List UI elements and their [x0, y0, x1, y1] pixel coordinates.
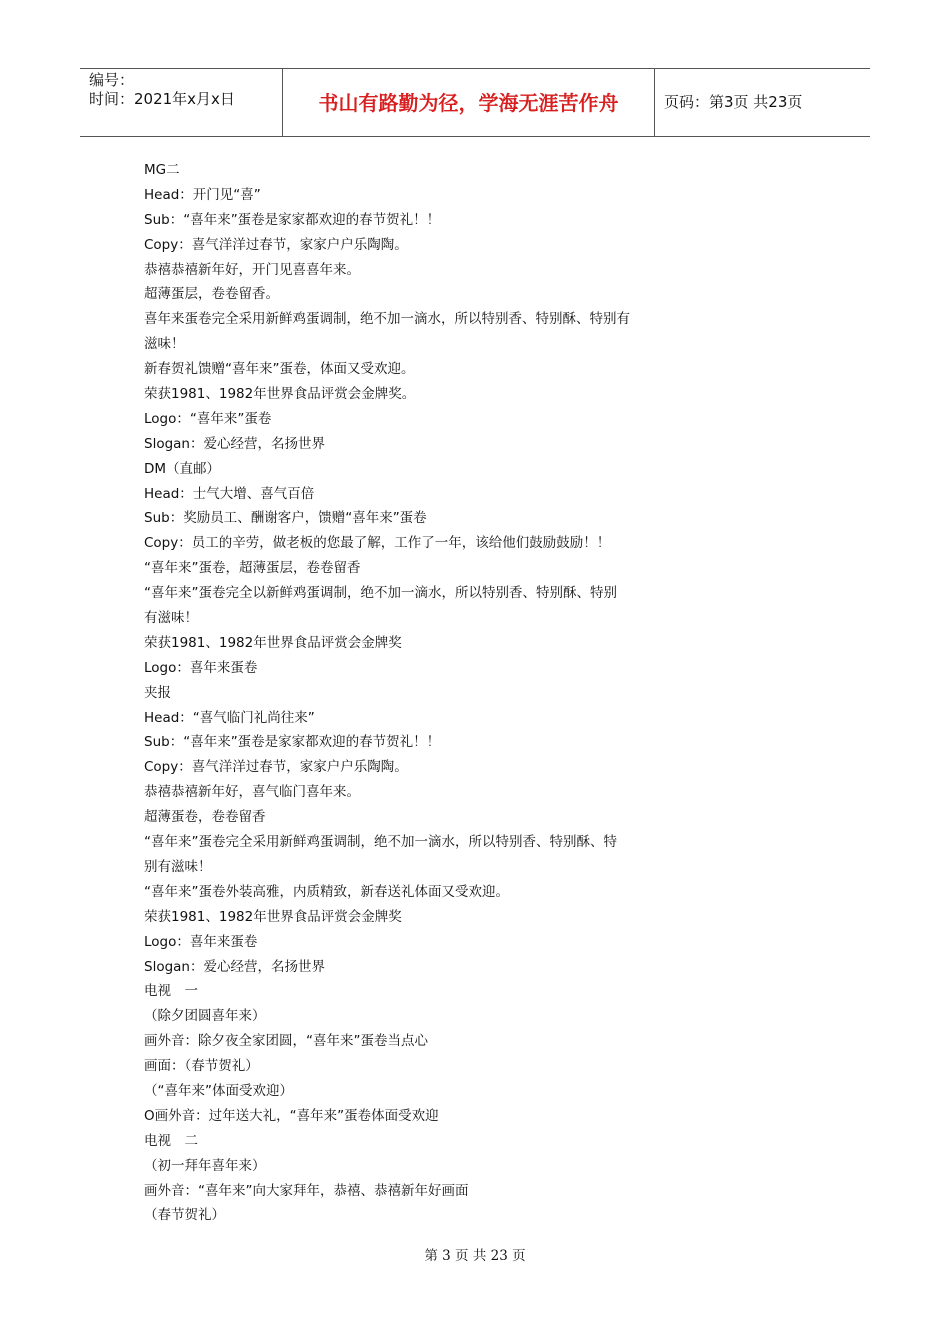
text-line: 夹报	[144, 684, 171, 701]
text-line: 新春贺礼馈赠“喜年来”蛋卷，体面又受欢迎。	[144, 361, 415, 378]
time-label: 时间：2021年x月x日	[89, 90, 235, 108]
header-page-info: 页码：第3页 共23页	[664, 93, 803, 111]
header-page-cell	[655, 69, 870, 136]
text-line: Slogan：爱心经营，名扬世界	[144, 435, 325, 452]
text-line: （春节贺礼）	[144, 1207, 225, 1224]
text-line: （除夕团圆喜年来）	[144, 1008, 266, 1025]
text-line: 画面：（春节贺礼）	[144, 1058, 259, 1075]
page-footer: 第 3 页 共 23 页	[424, 1248, 526, 1264]
text-line: Logo：“喜年来”蛋卷	[144, 410, 272, 427]
text-line: Head：开门见“喜”	[144, 186, 261, 203]
text-line: Logo：喜年来蛋卷	[144, 659, 258, 676]
document-body	[144, 158, 684, 1228]
text-line: Copy：员工的辛劳，做老板的您最了解，工作了一年，该给他们鼓励鼓励！！	[144, 535, 611, 552]
text-line: “喜年来”蛋卷，超薄蛋层，卷卷留香	[144, 560, 361, 577]
text-line: 荣获1981、1982年世界食品评赏会金牌奖	[144, 634, 402, 651]
text-line: Slogan：爱心经营，名扬世界	[144, 958, 325, 975]
text-line: 有滋味！	[144, 610, 198, 627]
text-line: Sub：“喜年来”蛋卷是家家都欢迎的春节贺礼！！	[144, 734, 441, 751]
text-line: Copy：喜气洋洋过春节，家家户户乐陶陶。	[144, 236, 408, 253]
text-line: 电视 二	[144, 1132, 198, 1149]
text-line: 超薄蛋卷，卷卷留香	[144, 809, 266, 826]
text-line: 超薄蛋层，卷卷留香。	[144, 286, 279, 303]
text-line: 喜年来蛋卷完全采用新鲜鸡蛋调制，绝不加一滴水，所以特别香、特别酥、特别有	[144, 311, 630, 328]
header-motto: 书山有路勤为径，学海无涯苦作舟	[318, 91, 619, 115]
text-line: “喜年来”蛋卷外装高雅，内质精致，新春送礼体面又受欢迎。	[144, 883, 509, 900]
header-left-cell	[80, 69, 283, 136]
page-header	[80, 68, 870, 137]
text-line: Sub：奖励员工、酬谢客户，馈赠“喜年来”蛋卷	[144, 510, 427, 527]
text-line: （初一拜年喜年来）	[144, 1157, 266, 1174]
text-line: 恭禧恭禧新年好，开门见喜喜年来。	[144, 261, 360, 278]
text-line: （“喜年来”体面受欢迎）	[144, 1082, 293, 1099]
text-line: 滋味！	[144, 336, 185, 353]
text-line: MG二	[144, 162, 180, 178]
text-line: DM（直邮）	[144, 460, 221, 477]
header-motto-cell	[283, 69, 655, 136]
text-line: 恭禧恭禧新年好，喜气临门喜年来。	[144, 784, 360, 801]
text-line: 画外音：“喜年来”向大家拜年，恭禧、恭禧新年好画面	[144, 1182, 469, 1199]
text-line: Sub：“喜年来”蛋卷是家家都欢迎的春节贺礼！！	[144, 211, 441, 228]
number-label: 编号：	[89, 71, 135, 89]
text-line: Copy：喜气洋洋过春节，家家户户乐陶陶。	[144, 759, 408, 776]
text-line: O画外音：过年送大礼，“喜年来”蛋卷体面受欢迎	[144, 1107, 439, 1124]
text-line: Logo：喜年来蛋卷	[144, 933, 258, 950]
text-line: Head：“喜气临门礼尚往来”	[144, 709, 315, 726]
text-line: 荣获1981、1982年世界食品评赏会金牌奖	[144, 908, 402, 925]
text-line: “喜年来”蛋卷完全以新鲜鸡蛋调制，绝不加一滴水，所以特别香、特别酥、特别	[144, 585, 617, 602]
text-line: 画外音：除夕夜全家团圆，“喜年来”蛋卷当点心	[144, 1033, 428, 1050]
text-line: “喜年来”蛋卷完全采用新鲜鸡蛋调制，绝不加一滴水，所以特别香、特别酥、特	[144, 834, 617, 851]
text-line: 电视 一	[144, 983, 198, 1000]
text-line: 别有滋味！	[144, 858, 212, 875]
text-line: 荣获1981、1982年世界食品评赏会金牌奖。	[144, 386, 416, 403]
text-line: Head：士气大增、喜气百倍	[144, 485, 315, 502]
